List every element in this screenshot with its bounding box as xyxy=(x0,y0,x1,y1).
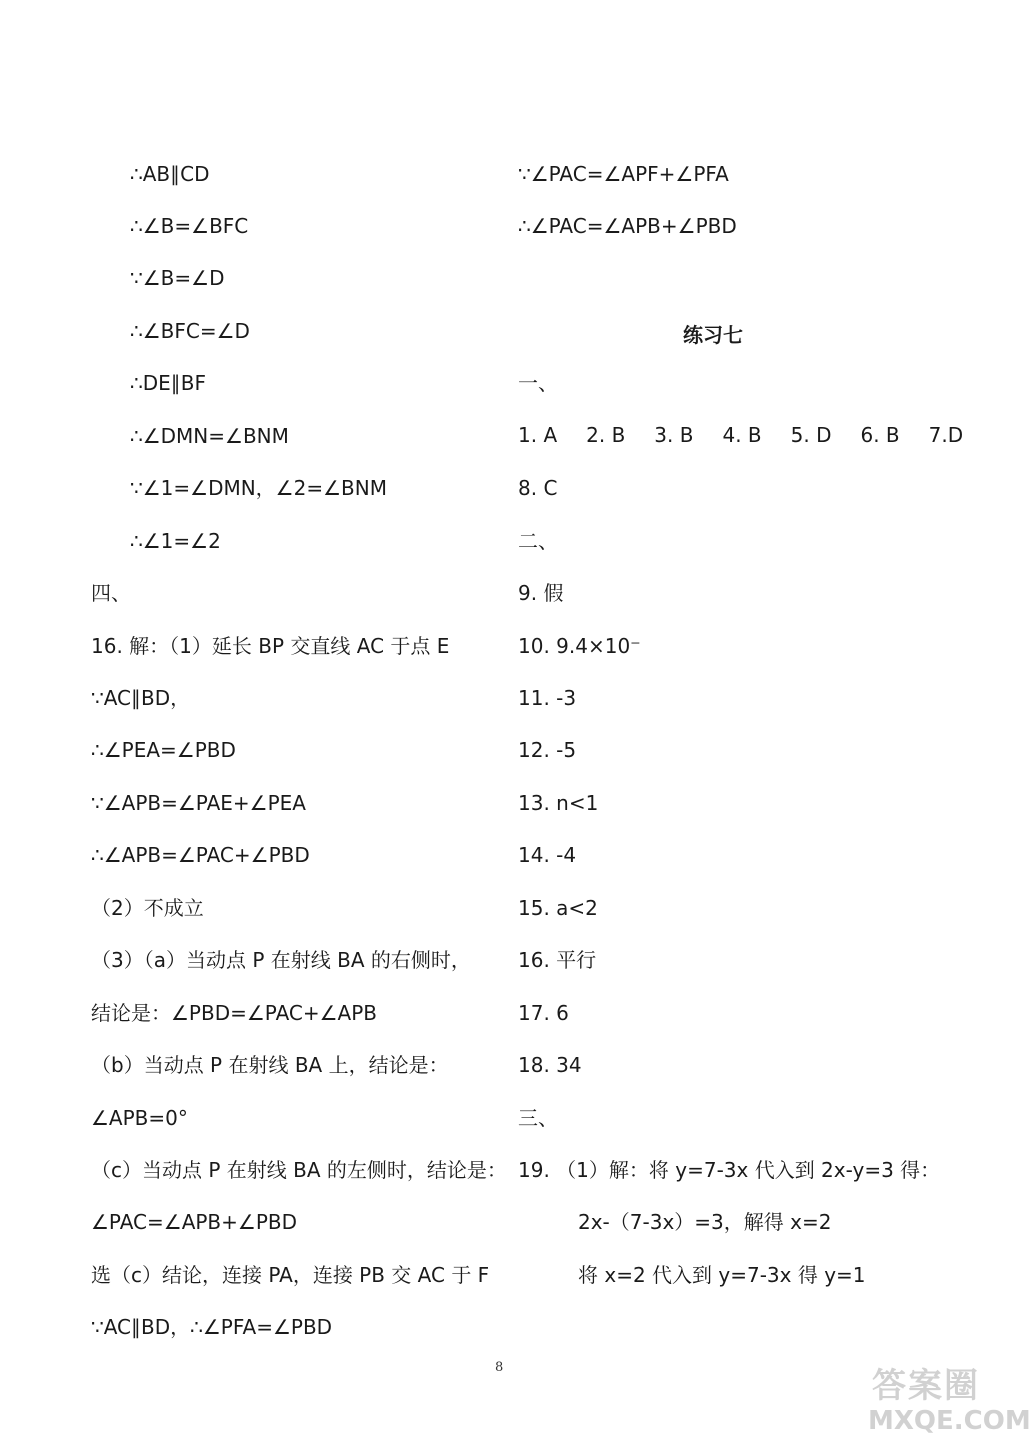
fill-answer: 11. -3 xyxy=(518,686,577,710)
proof-line: ∴DE∥BF xyxy=(130,371,206,395)
solution-line: 选（c）结论，连接 PA，连接 PB 交 AC 于 F xyxy=(91,1263,490,1287)
proof-line: ∵∠B=∠D xyxy=(130,266,225,290)
solution-line: 16. 解：（1）延长 BP 交直线 AC 于点 E xyxy=(91,634,450,658)
choice-answer: 3. B xyxy=(654,423,694,447)
solution-line: ∵AC∥BD， xyxy=(91,686,191,710)
fill-answer: 17. 6 xyxy=(518,1001,569,1025)
solution-line: （2）不成立 xyxy=(91,896,204,920)
solution-line: 结论是：∠PBD=∠PAC+∠APB xyxy=(91,1001,378,1025)
fill-answer: 16. 平行 xyxy=(518,948,597,972)
choice-answer: 4. B xyxy=(722,423,762,447)
choice-answer: 5. D xyxy=(790,423,832,447)
solution-line: （c）当动点 P 在射线 BA 的左侧时，结论是： xyxy=(91,1158,507,1182)
section-title: 练习七 xyxy=(683,323,743,347)
part-heading: 一、 xyxy=(518,371,558,395)
proof-line: ∵∠1=∠DMN，∠2=∠BNM xyxy=(130,476,387,500)
fill-answer: 18. 34 xyxy=(518,1053,582,1077)
solution-line: ∠APB=0° xyxy=(91,1106,188,1130)
choice-answer: 2. B xyxy=(586,423,626,447)
choice-answer: 8. C xyxy=(518,476,558,500)
watermark-logo xyxy=(868,1358,1031,1444)
solution-line: 2x-（7-3x）=3，解得 x=2 xyxy=(578,1210,832,1234)
fill-answer: 10. 9.4×10⁻ xyxy=(518,634,641,658)
watermark-cn: 答案圈 xyxy=(872,1366,980,1406)
solution-line: （3）（a）当动点 P 在射线 BA 的右侧时， xyxy=(91,948,471,972)
solution-line: ∵AC∥BD，∴∠PFA=∠PBD xyxy=(91,1315,333,1339)
fill-answer: 13. n<1 xyxy=(518,791,599,815)
choice-answer: 1. A xyxy=(518,423,558,447)
choice-answer: 6. B xyxy=(860,423,900,447)
choice-answers-row xyxy=(518,423,964,447)
part-heading: 二、 xyxy=(518,529,558,553)
choice-answer: 7.D xyxy=(928,423,964,447)
solution-line: （b）当动点 P 在射线 BA 上，结论是： xyxy=(91,1053,449,1077)
solution-line: ∵∠APB=∠PAE+∠PEA xyxy=(91,791,306,815)
proof-line: ∴∠B=∠BFC xyxy=(130,214,249,238)
solution-line: 19. （1）解：将 y=7-3x 代入到 2x-y=3 得： xyxy=(518,1158,941,1182)
page-number: 8 xyxy=(495,1360,504,1375)
fill-answer: 12. -5 xyxy=(518,738,577,762)
solution-line: ∴∠PEA=∠PBD xyxy=(91,738,236,762)
solution-line: 将 x=2 代入到 y=7-3x 得 y=1 xyxy=(578,1263,866,1287)
proof-line: ∵∠PAC=∠APF+∠PFA xyxy=(518,162,729,186)
fill-answer: 15. a<2 xyxy=(518,896,598,920)
section-heading: 四、 xyxy=(91,581,131,605)
proof-line: ∴∠DMN=∠BNM xyxy=(130,424,289,448)
fill-answer: 9. 假 xyxy=(518,581,564,605)
watermark-en: MXQE.COM xyxy=(868,1406,1031,1436)
proof-line: ∴AB∥CD xyxy=(130,162,210,186)
proof-line: ∴∠PAC=∠APB+∠PBD xyxy=(518,214,737,238)
solution-line: ∠PAC=∠APB+∠PBD xyxy=(91,1210,298,1234)
part-heading: 三、 xyxy=(518,1106,558,1130)
fill-answer: 14. -4 xyxy=(518,843,577,867)
proof-line: ∴∠BFC=∠D xyxy=(130,319,250,343)
proof-line: ∴∠1=∠2 xyxy=(130,529,221,553)
solution-line: ∴∠APB=∠PAC+∠PBD xyxy=(91,843,310,867)
